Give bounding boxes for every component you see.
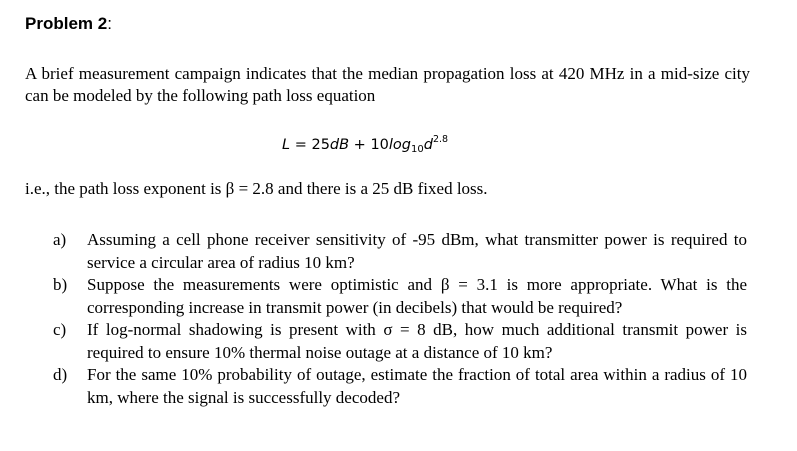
question-text: Suppose the measurements were optimistic and β = 3.1 is more appropriate. What is the corresponding increase in transmit power (in decibels) that would be required? <box>87 275 747 317</box>
path-loss-note: i.e., the path loss exponent is β = 2.8 and there is a 25 dB fixed loss. <box>25 179 488 198</box>
equation-lhs: L <box>282 137 291 153</box>
problem-title <box>25 14 112 34</box>
equation-unit: dB <box>329 137 350 153</box>
question-text: If log-normal shadowing is present with σ = 8 dB, how much additional transmit power is required to ensure 10% thermal noise outage at a distance of 10 km? <box>87 320 747 362</box>
question-item-b <box>53 274 747 319</box>
equation-plus: + 10 <box>349 137 389 153</box>
equation-term1: 25 <box>311 137 330 153</box>
question-marker: d) <box>53 365 68 384</box>
question-text: Assuming a cell phone receiver sensitivity of -95 dBm, what transmitter power is required to service a circular area of radius 10 km? <box>87 230 747 272</box>
question-marker: c) <box>53 320 67 339</box>
question-text: For the same 10% probability of outage, estimate the fraction of total area within a radius of 10 km, where the signal is successfully decoded? <box>87 365 747 407</box>
equation-exponent: 2.8 <box>432 134 449 145</box>
problem-title-colon: : <box>107 14 112 33</box>
question-marker: b) <box>53 275 68 294</box>
path-loss-equation <box>282 134 448 155</box>
equation-log-base: 10 <box>411 144 424 155</box>
equation-equals: = <box>290 137 312 153</box>
problem-title-text: Problem 2 <box>25 14 108 33</box>
question-item-d <box>53 364 747 409</box>
problem-intro-paragraph: A brief measurement campaign indicates that the median propagation loss at 420 MHz in a mid-size city can be modeled by the following path loss equation <box>25 64 750 105</box>
equation-variable: d <box>423 137 433 153</box>
question-list <box>53 229 747 409</box>
question-item-c <box>53 319 747 364</box>
question-marker: a) <box>53 230 67 249</box>
question-item-a <box>53 229 747 274</box>
equation-log: log <box>388 137 412 153</box>
